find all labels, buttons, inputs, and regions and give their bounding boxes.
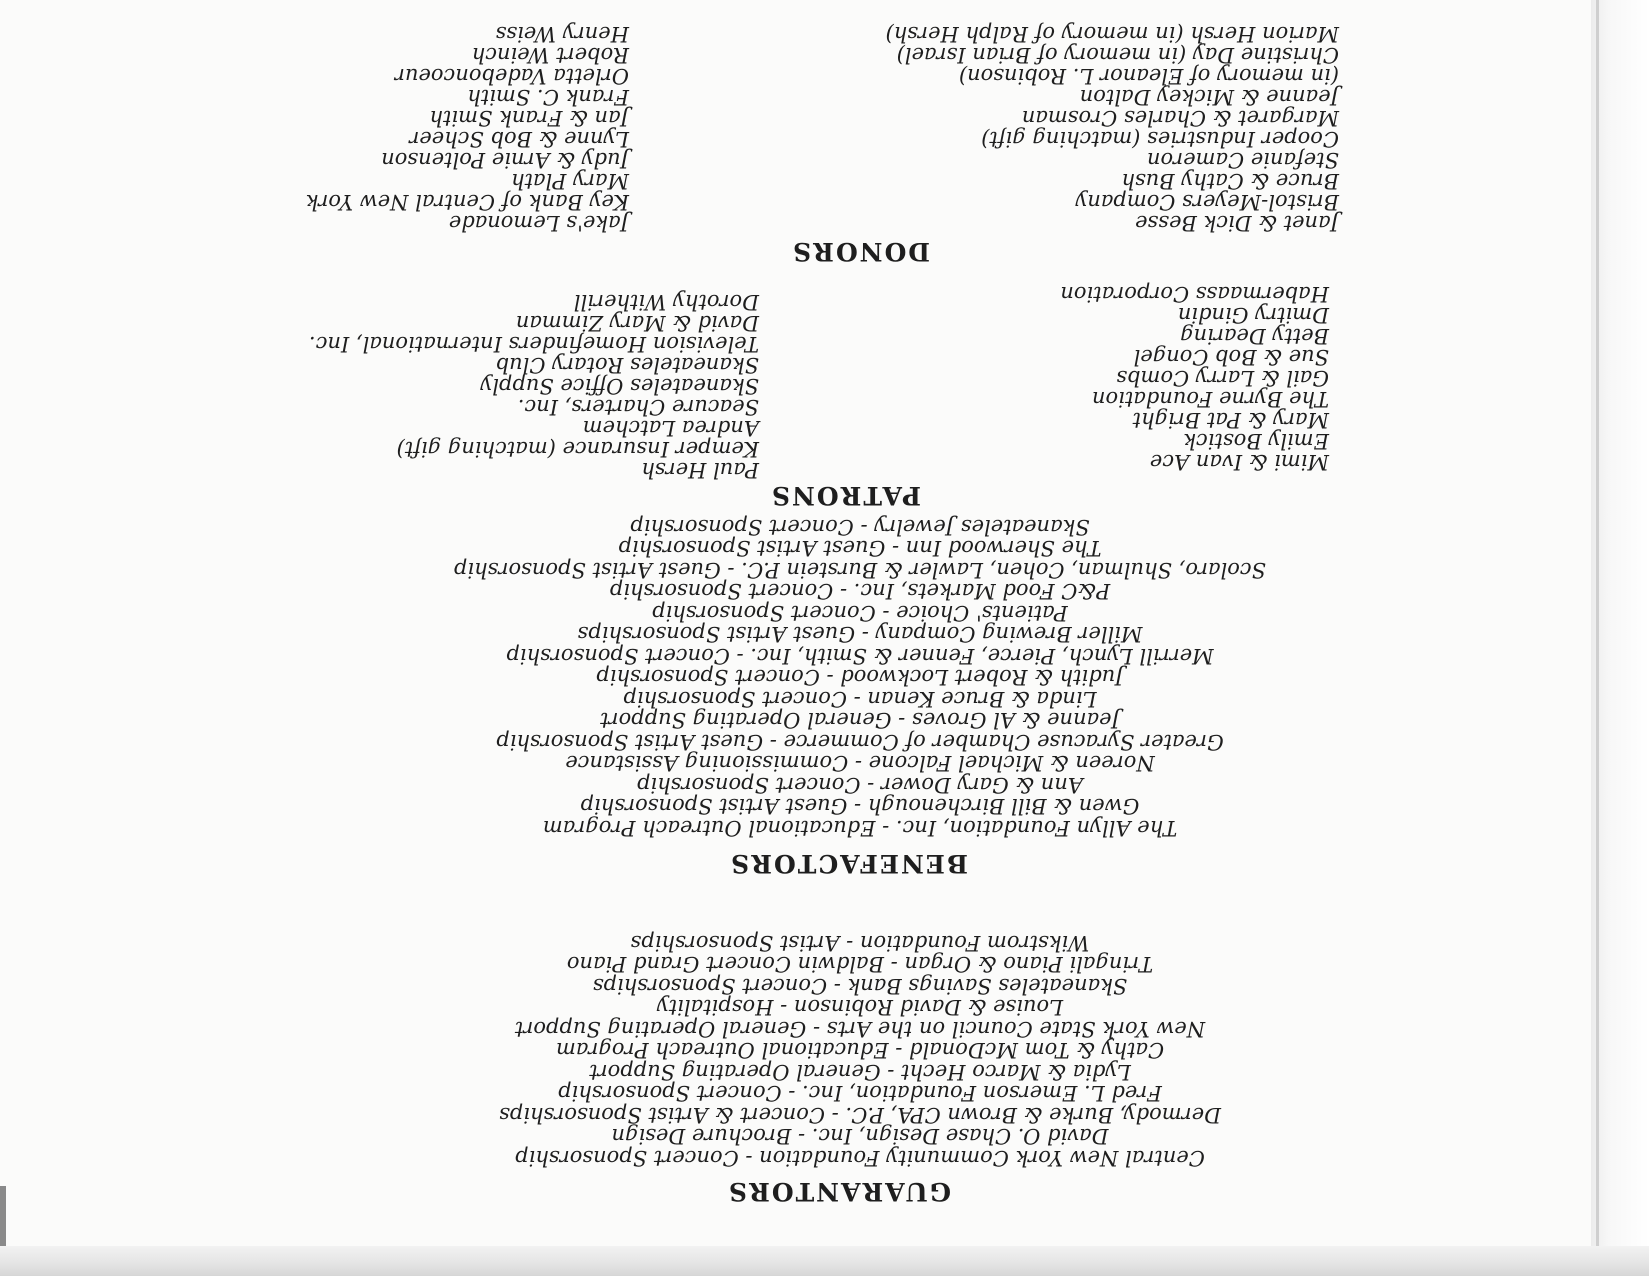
- patron-item: Television Homefinders International, Inc.: [309, 332, 759, 356]
- benefactor-item: The Allyn Foundation, Inc. - Educational Outreach Program: [542, 816, 1178, 840]
- guarantor-item: Fred L. Emerson Foundation, Inc. - Concert Sponsorship: [558, 1081, 1162, 1106]
- benefactor-item: P&C Food Markets, Inc. - Concert Sponsorship: [609, 579, 1111, 604]
- benefactor-item: Linda & Bruce Kenan - Concert Sponsorship: [623, 687, 1097, 711]
- benefactor-item: Judith & Robert Lockwood - Concert Sponsorship: [596, 665, 1124, 690]
- guarantor-item: Central New York Community Foundation - Concert Sponsorship: [515, 1146, 1205, 1170]
- benefactor-item: The Sherwood Inn - Guest Artist Sponsorship: [618, 536, 1102, 561]
- patrons-left-column: [1060, 283, 1329, 472]
- patron-item: The Byrne Foundation: [1092, 387, 1329, 411]
- donor-item: Lynne & Bob Scheer: [409, 127, 629, 151]
- donor-item: Cooper Industries (matching gift): [981, 127, 1339, 151]
- benefactor-item: Gwen & Bill Birchenough - Guest Artist Sponsorship: [580, 794, 1140, 819]
- patron-item: Mimi & Ivan Ace: [1149, 450, 1329, 474]
- patron-item: Mary & Pat Bright: [1132, 408, 1329, 432]
- benefactor-item: Jeanne & Al Groves - General Operating Support: [600, 708, 1120, 733]
- donor-item: Bruce & Cathy Bush: [1121, 169, 1339, 193]
- patron-item: Habermaass Corporation: [1060, 282, 1329, 306]
- donor-item: Janet & Dick Besse: [1135, 211, 1339, 235]
- donor-item: Margaret & Charles Crosman: [1021, 106, 1339, 130]
- patron-item: Sue & Bob Congel: [1133, 345, 1329, 369]
- guarantors-heading: GUARANTORS: [726, 1177, 951, 1206]
- donor-item: Henry Weiss: [495, 22, 629, 46]
- patron-item: Paul Hersh: [641, 458, 759, 482]
- patrons-heading: PATRONS: [769, 481, 921, 510]
- benefactor-item: Patients' Choice - Concert Sponsorship: [652, 601, 1068, 625]
- donor-item: Christine Day (in memory of Brian Israel): [896, 43, 1339, 67]
- donor-item: Marion Hersh (in memory of Ralph Hersh): [885, 22, 1339, 46]
- patron-item: David & Mary Zimman: [515, 311, 759, 335]
- patron-item: Andrea Latchem: [582, 416, 759, 440]
- patron-item: Kemper Insurance (matching gift): [396, 437, 759, 461]
- donor-item: Jeanne & Mickey Dalton: [1079, 85, 1339, 109]
- donor-item: Judy & Arnie Poltenson: [381, 148, 629, 172]
- guarantor-item: New York State Council on the Arts - General Operating Support: [514, 1017, 1206, 1041]
- guarantor-item: Cathy & Tom McDonald - Educational Outreach Program: [555, 1038, 1165, 1063]
- benefactor-item: Miller Brewing Company - Guest Artist Sponsorships: [577, 622, 1143, 647]
- donor-item: Stefanie Cameron: [1146, 148, 1339, 172]
- benefactor-item: Ann & Gary Dower - Concert Sponsorship: [637, 773, 1083, 797]
- guarantors-list: [385, 932, 1335, 1169]
- patron-item: Skaneateles Office Supply: [480, 374, 759, 398]
- benefactors-list: [360, 516, 1360, 839]
- donor-item: Jake's Lemonade: [448, 211, 629, 235]
- patron-item: Dmitry Gindin: [1177, 303, 1329, 327]
- donor-item: Mary Plath: [511, 169, 629, 193]
- donor-item: Bristol-Meyers Company: [1075, 190, 1339, 214]
- donor-item: Jan & Frank Smith: [429, 106, 629, 130]
- patron-item: Skaneateles Rotary Club: [495, 353, 759, 377]
- benefactor-item: Skaneateles Jewelry - Concert Sponsorship: [630, 515, 1090, 539]
- donors-right-column: [306, 23, 629, 233]
- guarantor-item: Lydia & Marco Hecht - General Operating Support: [589, 1060, 1131, 1084]
- guarantor-item: Dermody, Burke & Brown CPA, P.C. - Concert & Artist Sponsorships: [499, 1103, 1221, 1127]
- guarantor-item: Skaneateles Savings Bank - Concert Sponsorships: [592, 974, 1128, 998]
- donor-item: Orletta Vadeboncoeur: [394, 64, 629, 88]
- patron-item: Dorothy Witherill: [573, 290, 759, 314]
- benefactor-item: Greater Syracuse Chamber of Commerce - Guest Artist Sponsorship: [496, 730, 1224, 754]
- guarantor-item: Wikstrom Foundation - Artist Sponsorships: [630, 931, 1090, 955]
- benefactor-item: Noreen & Michael Falcone - Commissioning Assistance: [565, 751, 1155, 776]
- patron-item: Seacure Charters, Inc.: [517, 395, 759, 419]
- donors-heading: DONORS: [791, 237, 930, 266]
- donor-item: (in memory of Eleanor L. Robinson): [958, 64, 1339, 88]
- benefactor-item: Scolaro, Shulman, Cohen, Lawler & Burstein P.C. - Guest Artist Sponsorship: [453, 558, 1267, 582]
- benefactors-heading: BENEFACTORS: [729, 849, 968, 878]
- donor-item: Robert Weinch: [471, 43, 629, 67]
- guarantor-item: Tringali Piano & Organ - Baldwin Concert Grand Piano: [566, 952, 1154, 977]
- guarantor-item: Louise & David Robinson - Hospitality: [656, 995, 1064, 1020]
- patron-item: Emily Bostick: [1183, 429, 1329, 453]
- patron-item: Gail & Larry Combs: [1116, 366, 1329, 390]
- guarantor-item: David O. Chase Design, Inc. - Brochure Design: [611, 1124, 1109, 1149]
- benefactor-item: Merrill Lynch, Pierce, Fenner & Smith, Inc. - Concert Sponsorship: [506, 644, 1214, 668]
- donor-item: Key Bank of Central New York: [305, 190, 629, 214]
- patron-item: Betty Dearing: [1180, 324, 1329, 348]
- patrons-right-column: [309, 291, 759, 480]
- donor-item: Frank C. Smith: [467, 85, 629, 109]
- donors-left-column: [886, 23, 1340, 233]
